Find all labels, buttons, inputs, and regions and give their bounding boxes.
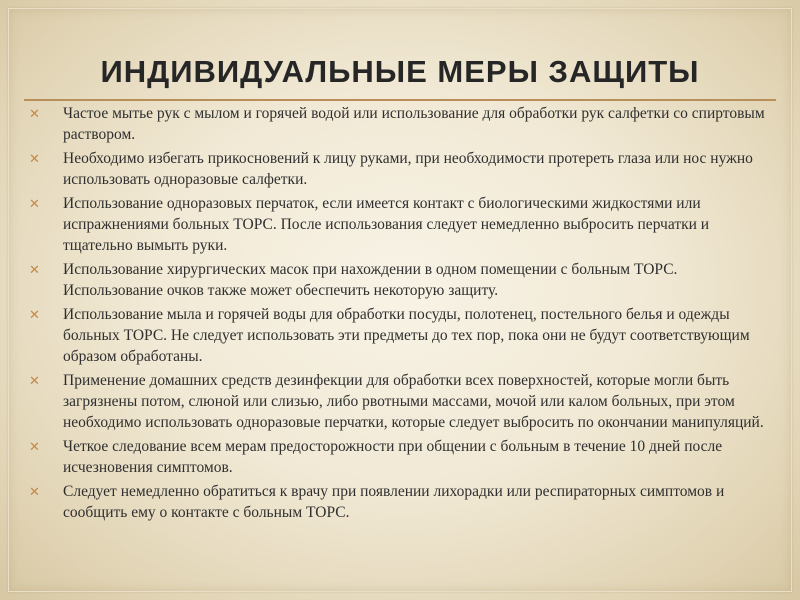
list-item-text: Использование хирургических масок при нахождении в одном помещении с больным ТОРС. Использование очков также может обеспечить некоторую защиту. [63,261,678,299]
x-mark-bullet-icon: ✕ [29,107,40,122]
bullet-list [26,103,776,526]
list-item-text: Следует немедленно обратиться к врачу при появлении лихорадки или респираторных симптомов и сообщить ему о контакте с больным ТОРС. [63,483,725,521]
slide-title: ИНДИВИДУАЛЬНЫЕ МЕРЫ ЗАЩИТЫ [100,54,700,89]
x-mark-bullet-icon: ✕ [29,485,40,500]
list-item [26,103,776,145]
title-divider [24,99,776,101]
list-item-text: Применение домашних средств дезинфекции для обработки всех поверхностей, которые могли быть загрязнены потом, слюной или слизью, либо рвотными массами, мочой или калом больных, при этом необходимо использовать одноразовые перчатки, которые следует выбросить по окончании манипуляций. [63,372,764,431]
x-mark-bullet-icon: ✕ [29,308,40,323]
list-item [26,436,776,478]
list-item [26,481,776,523]
list-item [26,259,776,301]
x-mark-bullet-icon: ✕ [29,374,40,389]
list-item-text: Четкое следование всем мерам предосторожности при общении с больным в течение 10 дней после исчезновения симптомов. [63,438,723,476]
x-mark-bullet-icon: ✕ [29,263,40,278]
list-item [26,370,776,433]
list-item [26,193,776,256]
x-mark-bullet-icon: ✕ [29,440,40,455]
list-item-text: Частое мытье рук с мылом и горячей водой или использование для обработки рук салфетки со спиртовым раствором. [63,105,765,143]
list-item-text: Использование одноразовых перчаток, если имеется контакт с биологическими жидкостями или испражнениями больных ТОРС. После использования следует немедленно выбросить перчатки и тщательно вымыть руки. [63,195,710,254]
x-mark-bullet-icon: ✕ [29,197,40,212]
list-item-text: Использование мыла и горячей воды для обработки посуды, полотенец, постельного белья и одежды больных ТОРС. Не следует использовать эти предметы до тех пор, пока они не будут соответствующим образом обработаны. [63,306,750,365]
x-mark-bullet-icon: ✕ [29,152,40,167]
list-item [26,148,776,190]
list-item-text: Необходимо избегать прикосновений к лицу руками, при необходимости протереть глаза или нос нужно использовать одноразовые салфетки. [63,150,753,188]
list-item [26,304,776,367]
